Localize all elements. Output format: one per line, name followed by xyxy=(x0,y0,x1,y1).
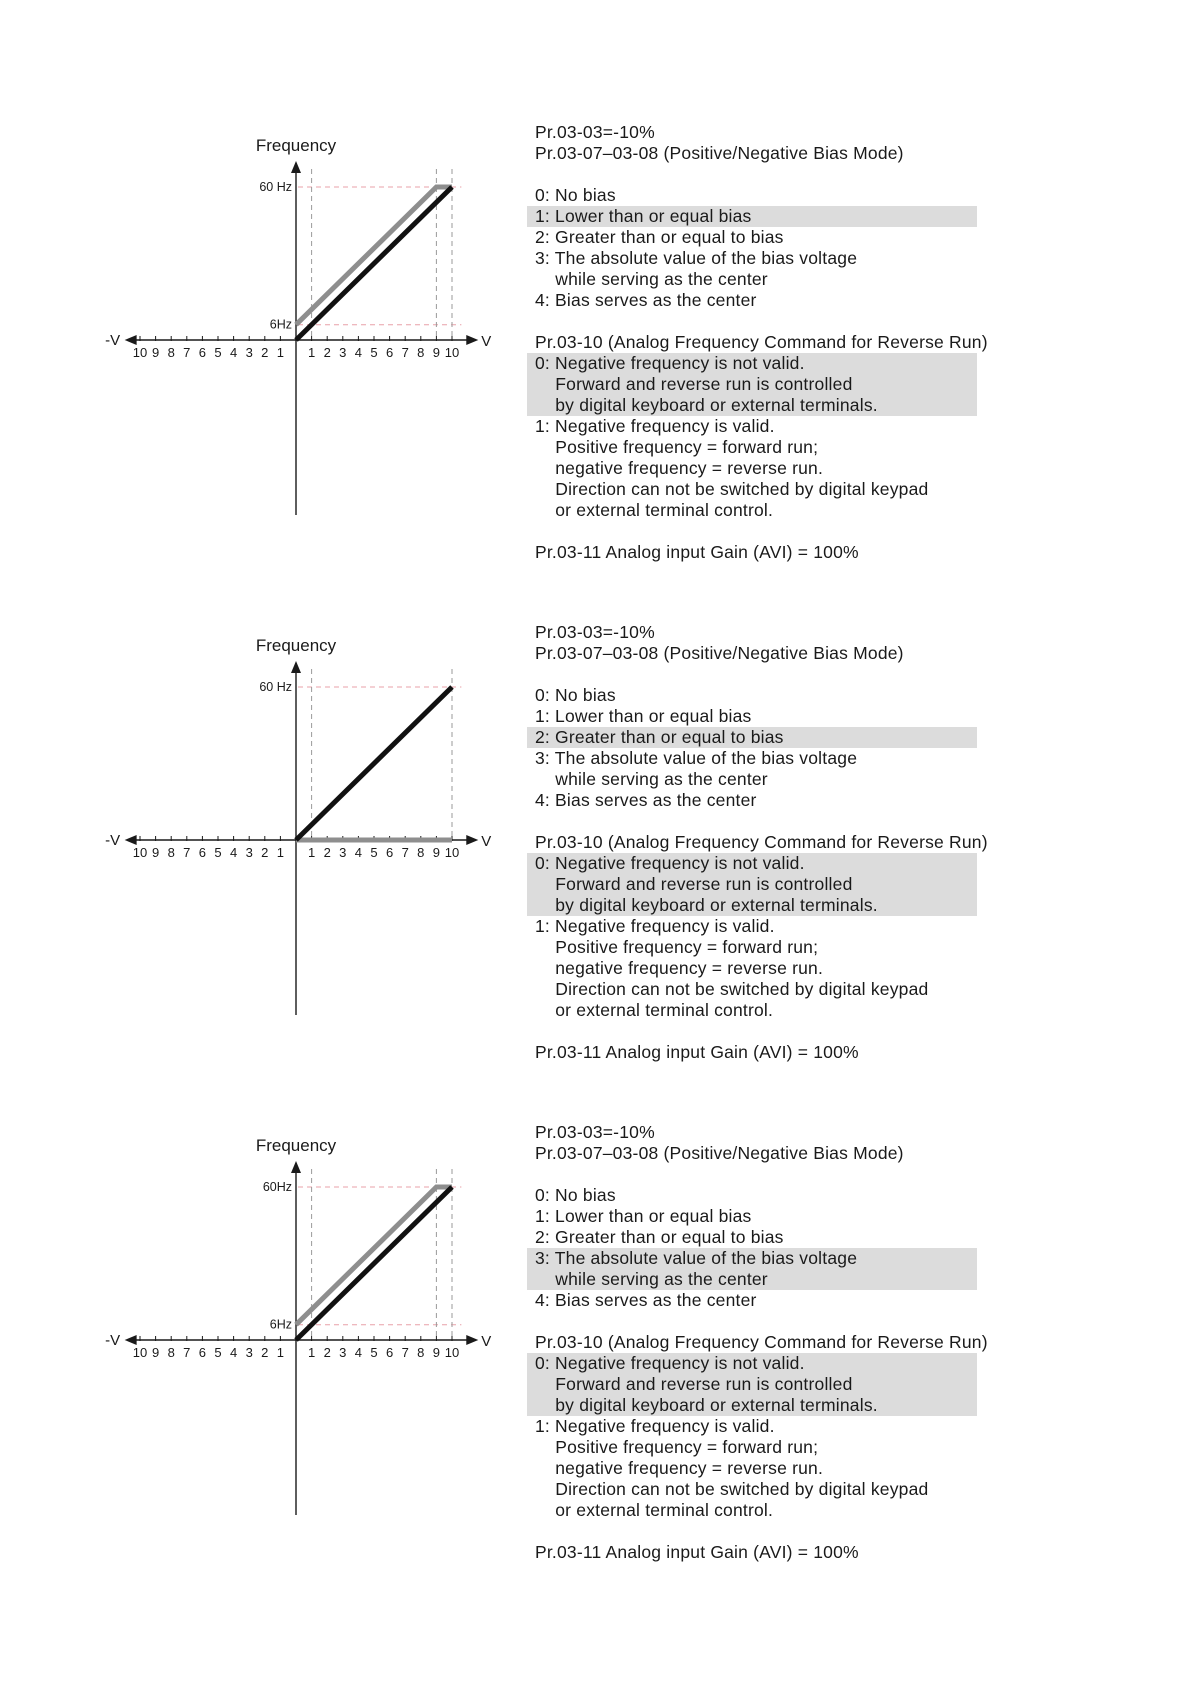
x-tick-label: 8 xyxy=(167,345,175,360)
x-tick-label: 6 xyxy=(198,345,207,360)
spacer xyxy=(535,1164,1095,1185)
bias-option: 3: The absolute value of the bias voltage xyxy=(535,748,858,768)
x-tick-label: 1 xyxy=(276,345,285,360)
pos-x-axis-label: V xyxy=(481,1333,492,1350)
bias-mode-title: Pr.03-07–03-08 (Positive/Negative Bias Mode) xyxy=(535,643,904,663)
pr-03-03-value: Pr.03-03=-10% xyxy=(535,622,655,642)
neg-x-axis-label: -V xyxy=(105,1332,121,1349)
parameter-text-block xyxy=(535,122,1095,563)
frequency-chart xyxy=(105,118,520,588)
reverse-run-option: Direction can not be switched by digital keypad xyxy=(535,1479,929,1499)
reverse-run-option: 0: Negative frequency is not valid. xyxy=(535,353,805,373)
reverse-run-option: Direction can not be switched by digital keypad xyxy=(535,479,929,499)
bias-option: 4: Bias serves as the center xyxy=(535,290,757,310)
pr-03-03-value: Pr.03-03=-10% xyxy=(535,1122,655,1142)
bias-option: 1: Lower than or equal bias xyxy=(535,206,752,226)
chart-svg xyxy=(105,118,520,588)
y-tick-label: 6Hz xyxy=(269,317,292,332)
x-tick-label: 10 xyxy=(132,845,148,860)
y-tick-label: 60Hz xyxy=(262,1180,292,1194)
reverse-run-option: negative frequency = reverse run. xyxy=(535,958,824,978)
bias-option: 2: Greater than or equal to bias xyxy=(535,727,784,747)
x-tick-label: 8 xyxy=(417,345,425,360)
reverse-run-option: 0: Negative frequency is not valid. xyxy=(535,1353,805,1373)
x-axis-arrow-right xyxy=(466,335,478,345)
bias-option: while serving as the center xyxy=(535,769,768,789)
x-tick-label: 10 xyxy=(444,345,460,360)
reverse-run-option: by digital keyboard or external terminals. xyxy=(535,395,878,415)
bias-mode-title: Pr.03-07–03-08 (Positive/Negative Bias Mode) xyxy=(535,1143,904,1163)
x-tick-label: 7 xyxy=(401,1345,409,1360)
x-tick-label: 2 xyxy=(261,1345,269,1360)
reverse-run-option: Forward and reverse run is controlled xyxy=(535,1374,853,1394)
pr-03-03-value: Pr.03-03=-10% xyxy=(535,122,655,142)
y-tick-label: 60 Hz xyxy=(259,680,292,694)
frequency-chart xyxy=(105,1118,520,1588)
spacer xyxy=(535,164,1095,185)
x-tick-label: 1 xyxy=(276,1345,285,1360)
reverse-run-option: or external terminal control. xyxy=(535,500,774,520)
x-tick-label: 7 xyxy=(401,845,409,860)
x-tick-label: 4 xyxy=(229,345,238,360)
x-tick-label: 1 xyxy=(307,845,316,860)
x-tick-label: 4 xyxy=(354,845,363,860)
bias-option: 3: The absolute value of the bias voltage xyxy=(535,248,858,268)
reverse-run-option: Positive frequency = forward run; xyxy=(535,1437,819,1457)
x-tick-label: 4 xyxy=(354,345,363,360)
x-tick-label: 3 xyxy=(245,845,253,860)
reverse-run-option: by digital keyboard or external terminals. xyxy=(535,1395,878,1415)
y-tick-label: 6Hz xyxy=(269,1317,292,1332)
x-tick-label: 10 xyxy=(444,1345,460,1360)
series-line-output xyxy=(296,687,452,840)
x-tick-label: 9 xyxy=(151,1345,160,1360)
neg-x-axis-label: -V xyxy=(105,832,121,849)
bias-option: 0: No bias xyxy=(535,685,616,705)
pos-x-axis-label: V xyxy=(481,333,492,350)
reverse-run-option: 0: Negative frequency is not valid. xyxy=(535,853,805,873)
x-tick-label: 4 xyxy=(354,1345,363,1360)
reverse-run-title: Pr.03-10 (Analog Frequency Command for Reverse Run) xyxy=(535,1332,988,1352)
reverse-run-option: Positive frequency = forward run; xyxy=(535,937,819,957)
x-tick-label: 4 xyxy=(229,1345,238,1360)
bias-example-section xyxy=(0,118,1191,618)
x-tick-label: 7 xyxy=(183,845,191,860)
reverse-run-option: Positive frequency = forward run; xyxy=(535,437,819,457)
y-axis-arrow xyxy=(291,1161,301,1173)
bias-option: 2: Greater than or equal to bias xyxy=(535,1227,784,1247)
spacer xyxy=(535,311,1095,332)
bias-option: 0: No bias xyxy=(535,1185,616,1205)
spacer xyxy=(535,1311,1095,1332)
reverse-run-option: by digital keyboard or external terminals. xyxy=(535,895,878,915)
x-tick-label: 5 xyxy=(214,1345,222,1360)
x-tick-label: 10 xyxy=(444,845,460,860)
series-line-no-bias xyxy=(296,187,452,340)
x-tick-label: 3 xyxy=(339,845,347,860)
y-axis-title: Frequency xyxy=(255,636,337,655)
x-axis-arrow-right xyxy=(466,1335,478,1345)
x-tick-label: 10 xyxy=(132,345,148,360)
x-tick-label: 2 xyxy=(323,1345,331,1360)
x-axis-arrow-left xyxy=(125,1335,137,1345)
analog-input-gain: Pr.03-11 Analog input Gain (AVI) = 100% xyxy=(535,1042,859,1062)
bias-option: 0: No bias xyxy=(535,185,616,205)
bias-example-section xyxy=(0,1118,1191,1618)
reverse-run-option: 1: Negative frequency is valid. xyxy=(535,416,775,436)
y-axis-title: Frequency xyxy=(255,1136,337,1155)
analog-input-gain: Pr.03-11 Analog input Gain (AVI) = 100% xyxy=(535,542,859,562)
spacer xyxy=(535,1021,1095,1042)
x-tick-label: 10 xyxy=(132,1345,148,1360)
frequency-chart xyxy=(105,618,520,1088)
reverse-run-option: 1: Negative frequency is valid. xyxy=(535,1416,775,1436)
x-tick-label: 3 xyxy=(245,345,253,360)
x-tick-label: 8 xyxy=(167,1345,175,1360)
x-tick-label: 8 xyxy=(417,1345,425,1360)
y-axis-title: Frequency xyxy=(255,136,337,155)
reverse-run-option: negative frequency = reverse run. xyxy=(535,1458,824,1478)
x-tick-label: 3 xyxy=(245,1345,253,1360)
y-axis-arrow xyxy=(291,161,301,173)
x-tick-label: 3 xyxy=(339,1345,347,1360)
x-tick-label: 6 xyxy=(198,1345,207,1360)
parameter-text-block xyxy=(535,622,1095,1063)
neg-x-axis-label: -V xyxy=(105,332,121,349)
x-tick-label: 9 xyxy=(432,1345,441,1360)
x-tick-label: 2 xyxy=(323,845,331,860)
spacer xyxy=(535,811,1095,832)
y-tick-label: 60 Hz xyxy=(259,180,292,194)
bias-option: 2: Greater than or equal to bias xyxy=(535,227,784,247)
x-tick-label: 6 xyxy=(385,845,394,860)
series-line-output xyxy=(296,1187,452,1340)
reverse-run-option: negative frequency = reverse run. xyxy=(535,458,824,478)
x-tick-label: 2 xyxy=(261,345,269,360)
y-axis-arrow xyxy=(291,661,301,673)
bias-option: 3: The absolute value of the bias voltage xyxy=(535,1248,858,1268)
analog-input-gain: Pr.03-11 Analog input Gain (AVI) = 100% xyxy=(535,1542,859,1562)
bias-mode-title: Pr.03-07–03-08 (Positive/Negative Bias Mode) xyxy=(535,143,904,163)
x-tick-label: 2 xyxy=(323,345,331,360)
reverse-run-option: or external terminal control. xyxy=(535,1000,774,1020)
reverse-run-title: Pr.03-10 (Analog Frequency Command for Reverse Run) xyxy=(535,332,988,352)
x-tick-label: 1 xyxy=(307,1345,316,1360)
x-tick-label: 1 xyxy=(276,845,285,860)
spacer xyxy=(535,664,1095,685)
x-tick-label: 9 xyxy=(151,845,160,860)
x-axis-arrow-right xyxy=(466,835,478,845)
x-tick-label: 9 xyxy=(432,845,441,860)
x-tick-label: 8 xyxy=(167,845,175,860)
reverse-run-option: Direction can not be switched by digital keypad xyxy=(535,979,929,999)
spacer xyxy=(535,521,1095,542)
x-tick-label: 7 xyxy=(401,345,409,360)
x-tick-label: 9 xyxy=(432,345,441,360)
x-tick-label: 5 xyxy=(370,345,378,360)
x-tick-label: 3 xyxy=(339,345,347,360)
bias-option: 4: Bias serves as the center xyxy=(535,790,757,810)
reverse-run-title: Pr.03-10 (Analog Frequency Command for Reverse Run) xyxy=(535,832,988,852)
x-axis-arrow-left xyxy=(125,335,137,345)
x-tick-label: 5 xyxy=(370,1345,378,1360)
reverse-run-option: 1: Negative frequency is valid. xyxy=(535,916,775,936)
bias-option: 1: Lower than or equal bias xyxy=(535,706,752,726)
x-tick-label: 6 xyxy=(198,845,207,860)
x-tick-label: 7 xyxy=(183,345,191,360)
x-tick-label: 6 xyxy=(385,345,394,360)
x-tick-label: 5 xyxy=(370,845,378,860)
x-tick-label: 7 xyxy=(183,1345,191,1360)
reverse-run-option: Forward and reverse run is controlled xyxy=(535,874,853,894)
chart-svg xyxy=(105,1118,520,1588)
x-tick-label: 8 xyxy=(417,845,425,860)
bias-option: 1: Lower than or equal bias xyxy=(535,1206,752,1226)
bias-option: while serving as the center xyxy=(535,269,768,289)
x-tick-label: 5 xyxy=(214,845,222,860)
bias-option: while serving as the center xyxy=(535,1269,768,1289)
x-tick-label: 9 xyxy=(151,345,160,360)
x-tick-label: 2 xyxy=(261,845,269,860)
chart-svg xyxy=(105,618,520,1088)
spacer xyxy=(535,1521,1095,1542)
parameter-text-block xyxy=(535,1122,1095,1563)
x-tick-label: 6 xyxy=(385,1345,394,1360)
pos-x-axis-label: V xyxy=(481,833,492,850)
x-axis-arrow-left xyxy=(125,835,137,845)
x-tick-label: 1 xyxy=(307,345,316,360)
reverse-run-option: Forward and reverse run is controlled xyxy=(535,374,853,394)
x-tick-label: 4 xyxy=(229,845,238,860)
bias-option: 4: Bias serves as the center xyxy=(535,1290,757,1310)
reverse-run-option: or external terminal control. xyxy=(535,1500,774,1520)
x-tick-label: 5 xyxy=(214,345,222,360)
bias-example-section xyxy=(0,618,1191,1118)
